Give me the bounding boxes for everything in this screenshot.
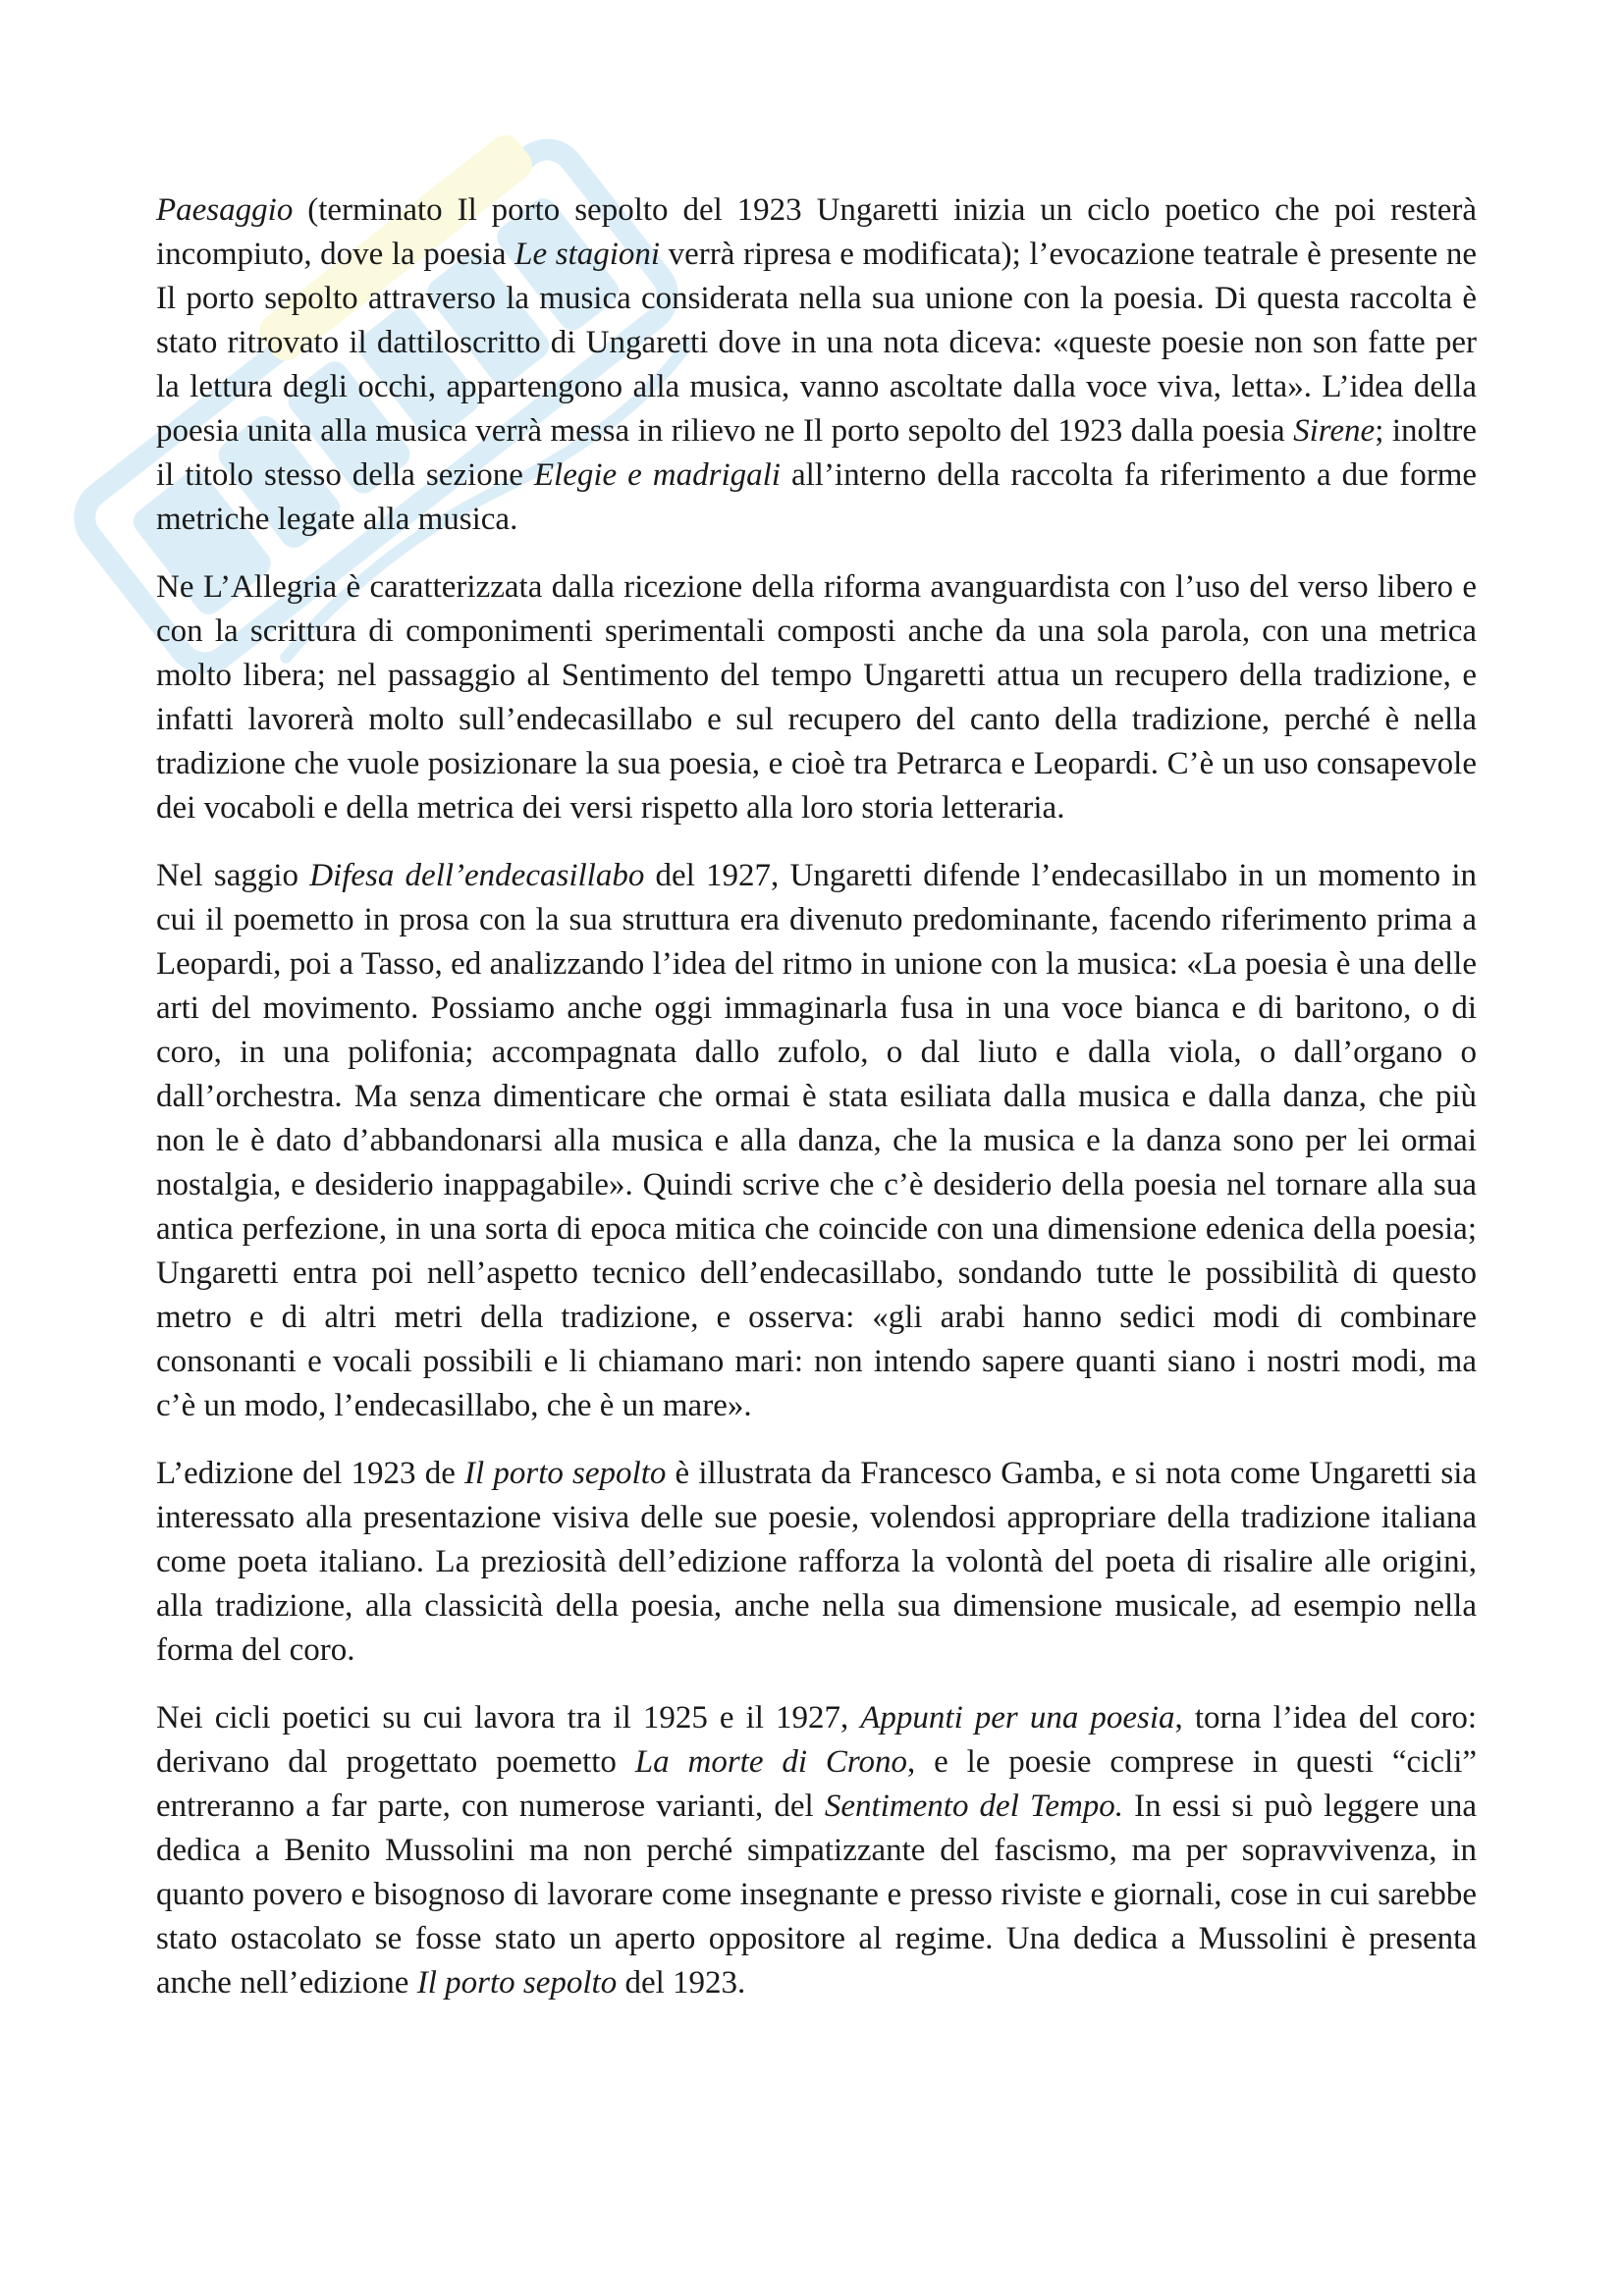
paragraph-text: del 1927, Ungaretti difende l’endecasillabo in un momento in cui il poemetto in prosa con la sua struttura era divenuto predominante, facendo riferimento prima a Leopardi, poi a Tasso, ed analizzando l’idea del ritmo in unione con la musica: «La poesia è una delle arti del movimento. Possiamo anche oggi immaginarla fusa in una voce bianca e di baritono, o di coro, in una polifonia; accompagnata dallo zufolo, o dal liuto e dalla viola, o dall’organo o dall’orchestra. Ma senza dimenticare che ormai è stata esiliata dalla musica e dalla danza, che più non le è dato d’abbandonarsi alla musica e alla danza, che la musica e la danza sono per lei ormai nostalgia, e desiderio inappagabile». Quindi scrive che c’è desiderio della poesia nel tornare alla sua antica perfezione, in una sorta di epoca mitica che coincide con una dimensione edenica della poesia; Ungaretti entra poi nell’aspetto tecnico dell’endecasillabo, sondando tutte le possibilità di questo metro e di altri metri della tradizione, e osserva: «gli arabi hanno sedici modi di combinare consonanti e vocali possibili e li chiamano mari: non intendo sapere quanti siano i nostri modi, ma c’è un modo, l’endecasillabo, che è un mare».	[156, 858, 1477, 1423]
paragraph-text: , e le poesie comprese in questi “cicli” entreranno a far parte, con numerose varianti, del	[156, 1744, 1478, 1824]
paragraph-text: Nei cicli poetici su cui lavora tra il 1925 e il 1927,	[156, 1700, 861, 1735]
paragraph-text: Ne L’Allegria è caratterizzata dalla ricezione della riforma avanguardista con l’uso del verso libero e con la scrittura di componimenti sperimentali composti anche da una sola parola, con una metrica molto libera; nel passaggio al Sentimento del tempo Ungaretti attua un recupero della tradizione, e infatti lavorerà molto sull’endecasillabo e sul recupero del canto della tradizione, perché è nella tradizione che vuole posizionare la sua poesia, e cioè tra Petrarca e Leopardi. C’è un uso consapevole dei vocaboli e della metrica dei versi rispetto alla loro storia letteraria.	[156, 569, 1477, 826]
document-body	[156, 188, 1477, 2005]
paragraph-text: (terminato Il porto sepolto del 1923 Ungaretti inizia un ciclo poetico che poi resterà incompiuto, dove la poesia	[156, 192, 1477, 272]
paragraph-text: è illustrata da Francesco Gamba, e si nota come Ungaretti sia interessato alla presentazione visiva delle sue poesie, volendosi appropriare della tradizione italiana come poeta italiano. La preziosità dell’edizione rafforza la volontà del poeta di risalire alle origini, alla tradizione, alla classicità della poesia, anche nella sua dimensione musicale, ad esempio nella forma del coro.	[156, 1456, 1478, 1668]
document-page	[156, 188, 1477, 2029]
paragraph-text: , torna l’idea del coro: derivano dal progettato poemetto	[156, 1700, 1477, 1780]
italic-title: Elegie e madrigali	[533, 457, 781, 493]
paragraph-text: In essi si può leggere una dedica a Benito Mussolini ma non perché simpatizzante del fascismo, ma per sopravvivenza, in quanto povero e bisognoso di lavorare come insegnante e presso riviste e giornali, cose in cui sarebbe stato ostacolato se fosse stato un aperto oppositore al regime. Una dedica a Mussolini è presenta anche nell’edizione	[156, 1789, 1478, 2001]
paragraph-text: Nel saggio	[156, 858, 310, 893]
italic-title: Paesaggio	[156, 192, 294, 228]
paragraph-text: verrà ripresa e modificata); l’evocazione teatrale è presente ne Il porto sepolto attraverso la musica considerata nella sua unione con la poesia. Di questa raccolta è stato ritrovato il dattiloscritto di Ungaretti dove in una nota diceva: «queste poesie non son fatte per la lettura degli occhi, appartengono alla musica, vanno ascoltate dalla voce viva, letta». L’idea della poesia unita alla musica verrà messa in rilievo ne Il porto sepolto del 1923 dalla poesia	[156, 237, 1478, 449]
italic-title: Sirene	[1293, 413, 1376, 449]
paragraph	[156, 854, 1477, 1428]
italic-title: Appunti per una poesia	[860, 1700, 1175, 1735]
paragraph-text: del 1923.	[617, 1965, 746, 2001]
italic-title: Difesa dell’endecasillabo	[309, 858, 645, 893]
italic-title: La morte di Crono	[634, 1744, 907, 1780]
paragraph	[156, 1452, 1477, 1673]
italic-title: Il porto sepolto	[416, 1965, 618, 2001]
paragraph-text: L’edizione del 1923 de	[156, 1456, 465, 1491]
paragraph-text: ; inoltre il titolo stesso della sezione	[156, 413, 1477, 493]
paragraph-text: all’interno della raccolta fa riferimento a due forme metriche legate alla musica.	[156, 457, 1478, 537]
italic-title: Sentimento del Tempo.	[824, 1789, 1124, 1824]
paragraph	[156, 1696, 1477, 2005]
paragraph	[156, 565, 1477, 830]
italic-title: Il porto sepolto	[464, 1456, 667, 1491]
paragraph	[156, 188, 1477, 542]
italic-title: Le stagioni	[514, 237, 661, 272]
